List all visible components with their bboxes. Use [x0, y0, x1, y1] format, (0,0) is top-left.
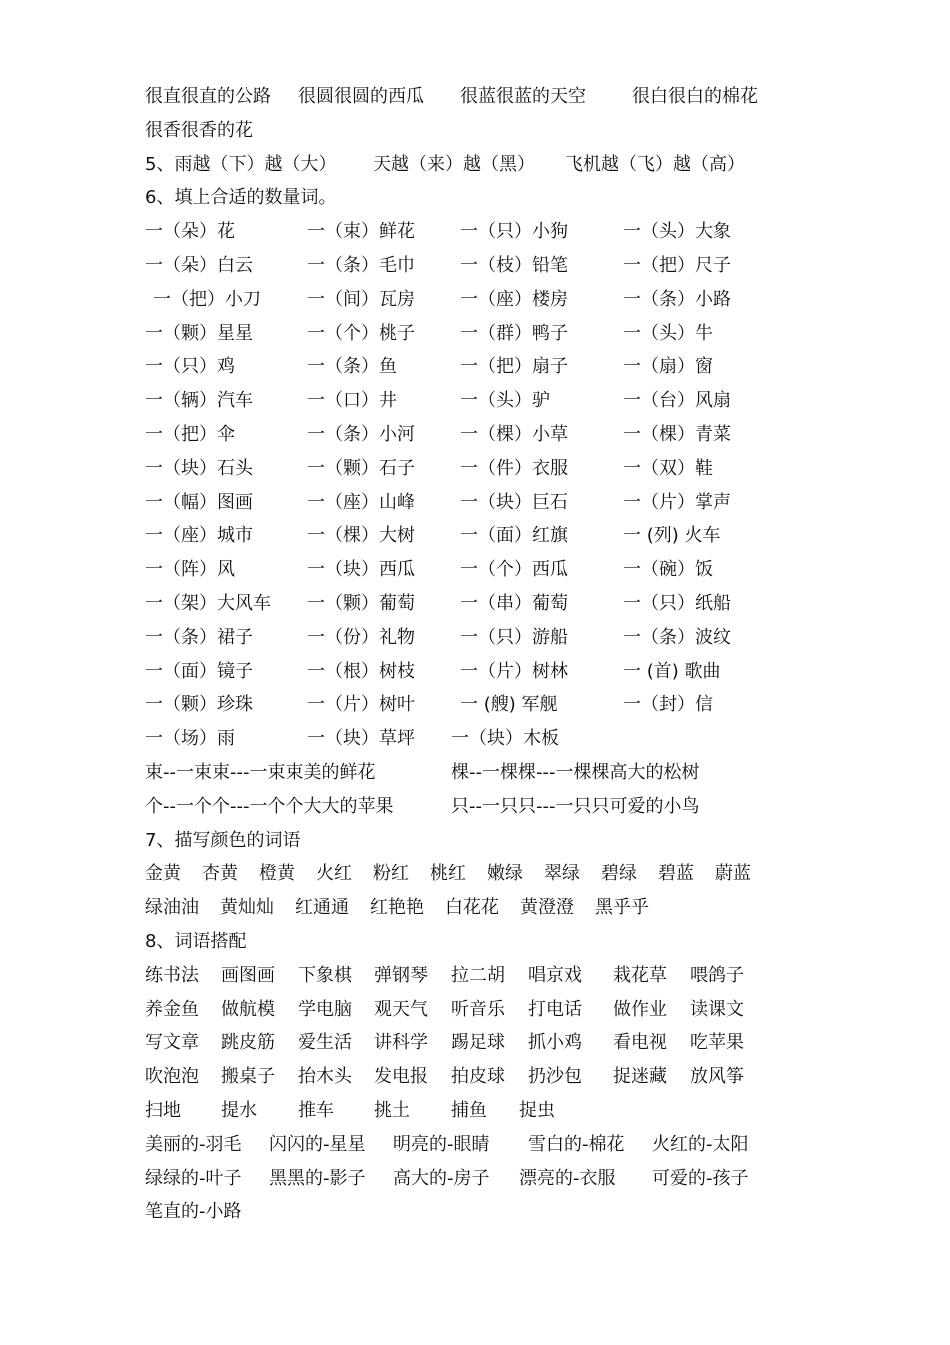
color-word: 红艳艳: [370, 897, 424, 919]
verb-phrase-item: 推车: [298, 1099, 334, 1121]
adjective-phrase-item: 明亮的-眼睛: [393, 1133, 490, 1155]
expand-row: [145, 790, 825, 824]
measure-word-item: 一（只）小狗: [460, 221, 568, 243]
phrase: 很香很香的花: [145, 119, 253, 141]
measure-word-item: 一（颗）葡萄: [307, 592, 415, 614]
verb-phrase-item: 捕鱼: [451, 1099, 487, 1121]
section5-item: 天越（来）越（黑）: [373, 153, 535, 175]
measure-word-item: 一（个）桃子: [307, 322, 415, 344]
measure-word-item: 一（棵）大树: [307, 525, 415, 547]
verb-phrase-item: 讲科学: [374, 1032, 428, 1054]
color-word: 火红: [316, 863, 352, 885]
verb-phrase-item: 养金鱼: [145, 998, 199, 1020]
color-word: 黄澄澄: [520, 897, 574, 919]
verb-phrase-item: 栽花草: [613, 964, 667, 986]
expand-row: [145, 756, 825, 790]
measure-word-item: 一（把）尺子: [623, 254, 731, 276]
verb-phrase-item: 拍皮球: [451, 1066, 505, 1088]
expand-item: 个--一个个---一个个大大的苹果: [145, 795, 394, 817]
measure-word-item: 一（颗）星星: [145, 322, 253, 344]
measure-word-item: 一（片）树叶: [307, 694, 415, 716]
color-word: 黑乎乎: [595, 897, 649, 919]
verb-phrase-item: 发电报: [374, 1066, 428, 1088]
verb-phrase-row: [145, 1060, 825, 1094]
verb-phrase-item: 唱京戏: [528, 964, 582, 986]
color-word: 橙黄: [259, 863, 295, 885]
section5-row: [145, 148, 825, 182]
adjective-phrase-item: 雪白的-棉花: [528, 1133, 625, 1155]
verb-phrase-item: 捉迷藏: [613, 1066, 667, 1088]
measure-word-row: [145, 215, 825, 249]
measure-word-row: [145, 519, 825, 553]
phrase: 很直很直的公路: [145, 86, 271, 107]
verb-phrase-item: 吃苹果: [690, 1032, 744, 1054]
measure-word-item: 一（辆）汽车: [145, 390, 253, 412]
measure-word-item: 一（把）伞: [145, 423, 235, 445]
section8-heading: 8、词语搭配: [145, 930, 247, 952]
measure-word-item: 一（群）鸭子: [460, 322, 568, 344]
measure-word-item: 一（座）楼房: [460, 288, 568, 310]
measure-word-row: [145, 553, 825, 587]
verb-phrase-item: 捉虫: [519, 1099, 555, 1121]
verb-phrase-item: 放风筝: [690, 1066, 744, 1088]
measure-word-row: [145, 587, 825, 621]
verb-phrase-item: 抓小鸡: [528, 1032, 582, 1054]
verb-phrase-item: 弹钢琴: [374, 964, 428, 986]
measure-word-item: 一（架）大风车: [145, 592, 271, 614]
phrase: 很圆很圆的西瓜: [298, 86, 424, 107]
verb-phrase-item: 提水: [221, 1099, 257, 1121]
verb-phrase-item: 吹泡泡: [145, 1066, 199, 1088]
measure-word-item: 一（座）城市: [145, 525, 253, 547]
adjective-phrase-row: [145, 1195, 825, 1229]
measure-word-item: 一（棵）小草: [460, 423, 568, 445]
verb-phrase-item: 挑土: [374, 1099, 410, 1121]
section5-item: 5、雨越（下）越（大）: [145, 153, 337, 175]
measure-word-item: 一（幅）图画: [145, 491, 253, 513]
measure-word-item: 一（个）西瓜: [460, 559, 568, 581]
phrase: 很白很白的棉花: [632, 86, 758, 107]
measure-word-item: 一（把）小刀: [153, 288, 261, 310]
verb-phrase-row: [145, 1026, 825, 1060]
measure-word-item: 一（只）鸡: [145, 356, 235, 378]
measure-word-item: 一（束）鲜花: [307, 221, 415, 243]
color-word: 粉红: [373, 863, 409, 885]
measure-word-item: 一（面）红旗: [460, 525, 568, 547]
measure-word-row: [145, 418, 825, 452]
measure-word-item: 一（块）草坪: [307, 728, 415, 750]
measure-word-row: [145, 249, 825, 283]
measure-word-table: [145, 215, 825, 756]
color-word: 蔚蓝: [715, 863, 751, 885]
adjective-phrase-row: [145, 1162, 825, 1196]
color-word: 黄灿灿: [220, 897, 274, 919]
verb-phrase-item: 扫地: [145, 1099, 181, 1121]
measure-word-row: [145, 688, 825, 722]
measure-word-item: 一（串）葡萄: [460, 592, 568, 614]
measure-word-item: 一（份）礼物: [307, 626, 415, 648]
measure-word-item: 一（块）巨石: [460, 491, 568, 513]
measure-word-item: 一（面）镜子: [145, 660, 253, 682]
verb-phrase-row: [145, 993, 825, 1027]
measure-word-item: 一 (列) 火车: [623, 525, 721, 547]
measure-word-item: 一（只）纸船: [623, 592, 731, 614]
color-word: 白花花: [445, 897, 499, 919]
measure-word-item: 一（条）波纹: [623, 626, 731, 648]
measure-word-item: 一（阵）风: [145, 559, 235, 581]
measure-word-item: 一（只）游船: [460, 626, 568, 648]
measure-word-row: [145, 452, 825, 486]
verb-phrase-item: 踢足球: [451, 1032, 505, 1054]
measure-word-item: 一（头）牛: [623, 322, 713, 344]
measure-word-row: [145, 722, 825, 756]
measure-word-item: 一（条）裙子: [145, 626, 253, 648]
measure-word-row: [145, 283, 825, 317]
verb-phrase-item: 喂鸽子: [690, 964, 744, 986]
verb-phrase-item: 看电视: [613, 1032, 667, 1054]
adjective-phrase-item: 黑黑的-影子: [269, 1167, 366, 1189]
measure-word-item: 一（块）西瓜: [307, 559, 415, 581]
measure-word-item: 一（双）鞋: [623, 457, 713, 479]
measure-word-row: [145, 486, 825, 520]
color-word: 绿油油: [145, 897, 199, 919]
measure-word-item: 一（朵）白云: [145, 254, 253, 276]
measure-word-item: 一（片）掌声: [623, 491, 731, 513]
adjective-phrase-table: [145, 1128, 825, 1229]
measure-word-item: 一（颗）珍珠: [145, 694, 253, 716]
color-word: 红通通: [295, 897, 349, 919]
adjective-phrase-item: 可爱的-孩子: [652, 1167, 749, 1189]
verb-phrase-item: 画图画: [221, 964, 275, 986]
verb-phrase-item: 抬木头: [298, 1066, 352, 1088]
verb-phrase-item: 扔沙包: [528, 1066, 582, 1088]
verb-phrase-item: 做作业: [613, 998, 667, 1020]
measure-word-item: 一 (首) 歌曲: [623, 660, 721, 682]
color-word: 杏黄: [202, 863, 238, 885]
adjective-phrase-item: 漂亮的-衣服: [519, 1167, 616, 1189]
measure-word-item: 一（头）驴: [460, 390, 550, 412]
measure-word-item: 一（件）衣服: [460, 457, 568, 479]
adjective-phrase-item: 笔直的-小路: [145, 1201, 242, 1223]
expand-item: 束--一束束---一束束美的鲜花: [145, 761, 376, 783]
measure-word-item: 一（根）树枝: [307, 660, 415, 682]
adjective-phrase-item: 美丽的-羽毛: [145, 1133, 242, 1155]
adjective-phrase-row: [145, 1128, 825, 1162]
measure-word-item: 一（头）大象: [623, 221, 731, 243]
verb-phrase-item: 打电话: [528, 998, 582, 1020]
measure-word-item: 一（颗）石子: [307, 457, 415, 479]
expand-item: 棵--一棵棵---一棵棵高大的松树: [451, 761, 700, 783]
measure-word-row: [145, 350, 825, 384]
color-word: 翠绿: [544, 863, 580, 885]
measure-word-item: 一（封）信: [623, 694, 713, 716]
measure-word-item: 一（枝）铅笔: [460, 254, 568, 276]
verb-phrase-item: 跳皮筋: [221, 1032, 275, 1054]
adjective-phrase-item: 高大的-房子: [393, 1167, 490, 1189]
section5-item: 飞机越（飞）越（高）: [565, 153, 745, 175]
adjective-phrase-item: 闪闪的-星星: [269, 1133, 366, 1155]
phrase: 很蓝很蓝的天空: [460, 86, 586, 107]
measure-word-item: 一（块）石头: [145, 457, 253, 479]
intro-row-1: [145, 80, 825, 114]
verb-phrase-item: 拉二胡: [451, 964, 505, 986]
verb-phrase-row: [145, 1094, 825, 1128]
verb-phrase-item: 下象棋: [298, 964, 352, 986]
color-word: 碧绿: [601, 863, 637, 885]
verb-phrase-item: 听音乐: [451, 998, 505, 1020]
measure-word-row: [145, 317, 825, 351]
verb-phrase-item: 做航模: [221, 998, 275, 1020]
measure-word-item: 一（场）雨: [145, 728, 235, 750]
verb-phrase-row: [145, 959, 825, 993]
verb-phrase-item: 写文章: [145, 1032, 199, 1054]
adjective-phrase-item: 绿绿的-叶子: [145, 1167, 242, 1189]
measure-word-item: 一（棵）青菜: [623, 423, 731, 445]
section7-heading: 7、描写颜色的词语: [145, 829, 301, 851]
measure-word-item: 一（条）小路: [623, 288, 731, 310]
measure-word-item: 一（口）井: [307, 390, 397, 412]
verb-phrase-item: 搬桌子: [221, 1066, 275, 1088]
measure-word-item: 一（片）树林: [460, 660, 568, 682]
color-word: 嫩绿: [487, 863, 523, 885]
verb-phrase-item: 爱生活: [298, 1032, 352, 1054]
color-words-row: [145, 891, 825, 925]
measure-word-item: 一（把）扇子: [460, 356, 568, 378]
color-word: 金黄: [145, 863, 181, 885]
measure-word-item: 一（碗）饭: [623, 559, 713, 581]
measure-word-item: 一（座）山峰: [307, 491, 415, 513]
verb-phrase-item: 学电脑: [298, 998, 352, 1020]
adjective-phrase-item: 火红的-太阳: [652, 1133, 749, 1155]
measure-word-item: 一（块）木板: [451, 728, 559, 750]
measure-word-row: [145, 655, 825, 689]
verb-phrase-table: [145, 959, 825, 1128]
measure-word-item: 一（条）鱼: [307, 356, 397, 378]
measure-word-item: 一（条）小河: [307, 423, 415, 445]
color-word: 碧蓝: [658, 863, 694, 885]
measure-word-item: 一（扇）窗: [623, 356, 713, 378]
color-words-row: [145, 857, 825, 891]
expand-item: 只--一只只---一只只可爱的小鸟: [451, 795, 700, 817]
verb-phrase-item: 读课文: [690, 998, 744, 1020]
verb-phrase-item: 练书法: [145, 964, 199, 986]
measure-word-row: [145, 621, 825, 655]
color-word: 桃红: [430, 863, 466, 885]
section6-heading: 6、填上合适的数量词。: [145, 187, 337, 209]
measure-word-item: 一（条）毛巾: [307, 254, 415, 276]
intro-row-2: [145, 114, 825, 148]
measure-word-item: 一（台）风扇: [623, 390, 731, 412]
document-page: [145, 80, 825, 1229]
measure-word-item: 一（间）瓦房: [307, 288, 415, 310]
verb-phrase-item: 观天气: [374, 998, 428, 1020]
measure-word-row: [145, 384, 825, 418]
measure-word-item: 一（朵）花: [145, 221, 235, 243]
measure-word-item: 一 (艘) 军舰: [460, 694, 558, 716]
